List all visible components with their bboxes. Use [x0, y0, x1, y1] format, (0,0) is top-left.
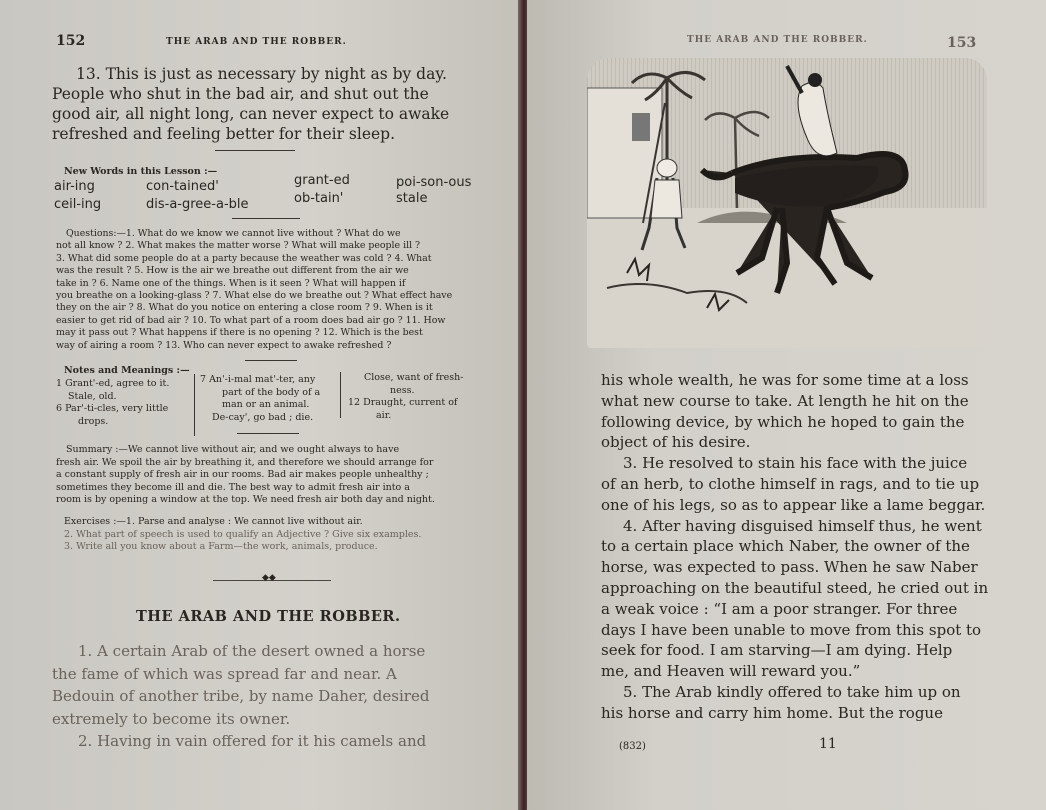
- exercises-block: Exercises :—1. Parse and analyse : We cannot live without air. 2. What part of speech is used to qualify an Adjective ? Give six examples. 3. Write all you know about a Farm—the work, animals, produce.: [64, 516, 422, 552]
- divider: [245, 360, 297, 361]
- notes-column-3: Close, want of fresh- ness. 12 Draught, current of air.: [348, 372, 464, 421]
- footer-code: (832): [619, 741, 646, 752]
- story-opening: 1. A certain Arab of the desert owned a horse the fame of which was spread far and near. A Bedouin of another tribe, by name Daher, desired extremely to become its owner. 2. Having in vain offered for it his camels and: [52, 642, 430, 750]
- divider: [237, 433, 299, 434]
- footer-signature: 11: [819, 736, 837, 752]
- column-divider: [340, 372, 341, 418]
- story-title: THE ARAB AND THE ROBBER.: [136, 608, 401, 625]
- horse-rider-illustration: [587, 58, 987, 348]
- left-page: [0, 0, 522, 810]
- ornament-icon: ◆◆: [262, 573, 276, 583]
- left-running-head: THE ARAB AND THE ROBBER.: [166, 37, 347, 47]
- right-running-head: THE ARAB AND THE ROBBER.: [687, 35, 868, 45]
- left-page-number: 152: [56, 33, 86, 49]
- divider: [215, 150, 295, 151]
- paragraph-13: 13. This is just as necessary by night as by day. People who shut in the bad air, and shut out the good air, all night long, can never expect to awake refreshed and feeling better for their sleep.: [52, 65, 450, 143]
- right-page-number: 153: [947, 35, 977, 51]
- column-divider: [194, 374, 195, 436]
- summary-block: Summary :—We cannot live without air, and we ought always to have fresh air. We spoil the air by breathing it, and therefore we should arrange for a constant supply of fresh air in our rooms. Bad air makes people unhealthy ; sometimes they become ill and die. The best way to admit fresh air into a room is by opening a window at the top. We need fresh air both day and night.: [56, 444, 435, 505]
- horse-rider-icon: [587, 58, 987, 348]
- questions-block: Questions:—1. What do we know we cannot live without ? What do we not all know ? 2. What makes the matter worse ? What will make people ill ? 3. What did some people do at a party because the weather was cold ? 4. What was the result ? 5. How is the air we breathe out different from the air we take in ? 6. Name one of the things. When is it seen ? What will happen if you breathe on a looking-glass ? 7. What else do we breathe out ? What effect have they on the air ? 8. What do you notice on entering a close room ? 9. When is it easier to get rid of bad air ? 10. To what part of a room does bad air go ? 11. How may it pass out ? What happens if there is no opening ? 12. Which is the best way of airing a room ? 13. Who can never expect to awake refreshed ?: [56, 228, 453, 351]
- divider: [232, 218, 300, 219]
- new-words-heading: New Words in this Lesson :—: [64, 166, 218, 177]
- story-continued: his whole wealth, he was for some time at a loss what new course to take. At length he hit on the following device, by which he hoped to gain the object of his desire. 3. He resolved to stain his face with the juice of an herb, to clothe himself in rags, and to tie up one of his legs, so as to appear like a lame beggar. 4. After having disguised himself thus, he went to a certain place which Naber, the owner of the horse, was expected to pass. When he saw Naber approaching on the beautiful steed, he cried out in a weak voice : “I am a poor stranger. For three days I have been unable to move from this spot to seek for food. I am starving—I am dying. Help me, and Heaven will reward you.” 5. The Arab kindly offered to take him up on his horse and carry him home. But the rogue: [601, 371, 989, 722]
- right-page: [527, 0, 1046, 810]
- new-words-table: air-ing con-tained' grant-ed poi-son-ous ceil-ing dis-a-gree-a-ble ob-tain' stale: [54, 173, 472, 212]
- notes-column-1: 1 Grant'-ed, agree to it. Stale, old. 6 Par'-ti-cles, very little drops.: [56, 378, 170, 427]
- notes-column-2: 7 An'-i-mal mat'-ter, any part of the body of a man or an animal. De-cay', go bad ; die.: [200, 374, 321, 423]
- notes-heading: Notes and Meanings :—: [64, 365, 190, 376]
